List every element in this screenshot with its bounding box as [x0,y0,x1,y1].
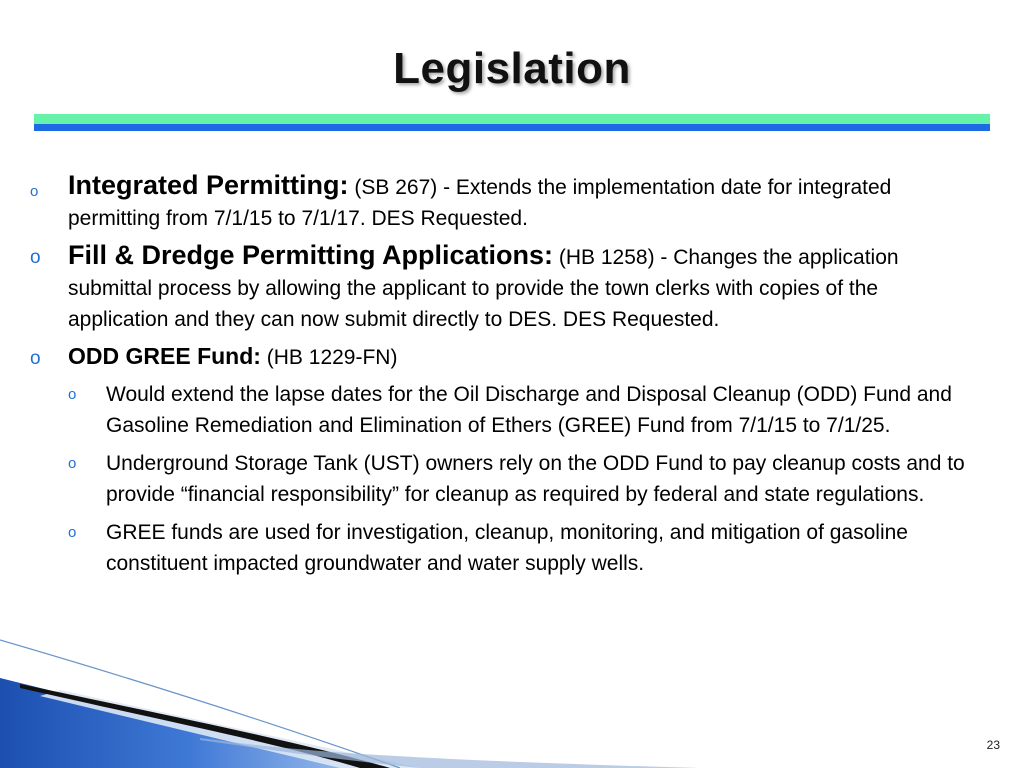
bullet-circle-icon: o [30,247,41,268]
sub-bullet-circle-icon: o [68,386,77,403]
item-heading: Integrated Permitting: [68,170,349,200]
sub-item-text: GREE funds are used for investigation, cleanup, monitoring, and mitigation of gasoline constituent impacted groundwater and water supply wells. [106,521,908,575]
sub-item-gree-funds [68,517,970,579]
title-underline-green [34,114,990,124]
bullet-list [30,170,970,586]
sub-item-lapse-dates [68,379,970,441]
item-heading: Fill & Dredge Permitting Applications: [68,240,554,270]
sub-item-text: Underground Storage Tank (UST) owners rely on the ODD Fund to pay cleanup costs and to provide “financial responsibility” for cleanup as required by federal and state regulations. [106,452,965,506]
sub-item-text: Would extend the lapse dates for the Oil Discharge and Disposal Cleanup (ODD) Fund and Gasoline Remediation and Elimination of Ethers (GREE) Fund from 7/1/15 to 7/1/25. [106,383,952,437]
item-text: (SB 267) - Extends the implementation date for integrated permitting from 7/1/15 to 7/1/17. DES Requested. [68,176,892,230]
footer-swoosh-decoration [0,630,700,768]
item-text: (HB 1229-FN) [260,346,398,369]
bullet-circle-icon: o [30,183,39,200]
list-item-integrated-permitting [30,170,970,234]
title-underline-blue [34,124,990,131]
sub-item-ust-owners [68,448,970,510]
list-item-fill-dredge [30,240,970,335]
list-item-odd-gree [30,341,970,373]
sub-bullet-circle-icon: o [68,455,77,472]
item-heading: ODD GREE Fund: [68,343,261,369]
item-text: (HB 1258) - Changes the application submittal process by allowing the applicant to provide the town clerks with copies of the application and they can now submit directly to DES. DES Requested. [68,246,899,331]
sub-bullet-circle-icon: o [68,524,77,541]
bullet-circle-icon: o [30,348,41,369]
slide-title: Legislation [393,44,631,93]
page-number: 23 [986,738,1000,752]
